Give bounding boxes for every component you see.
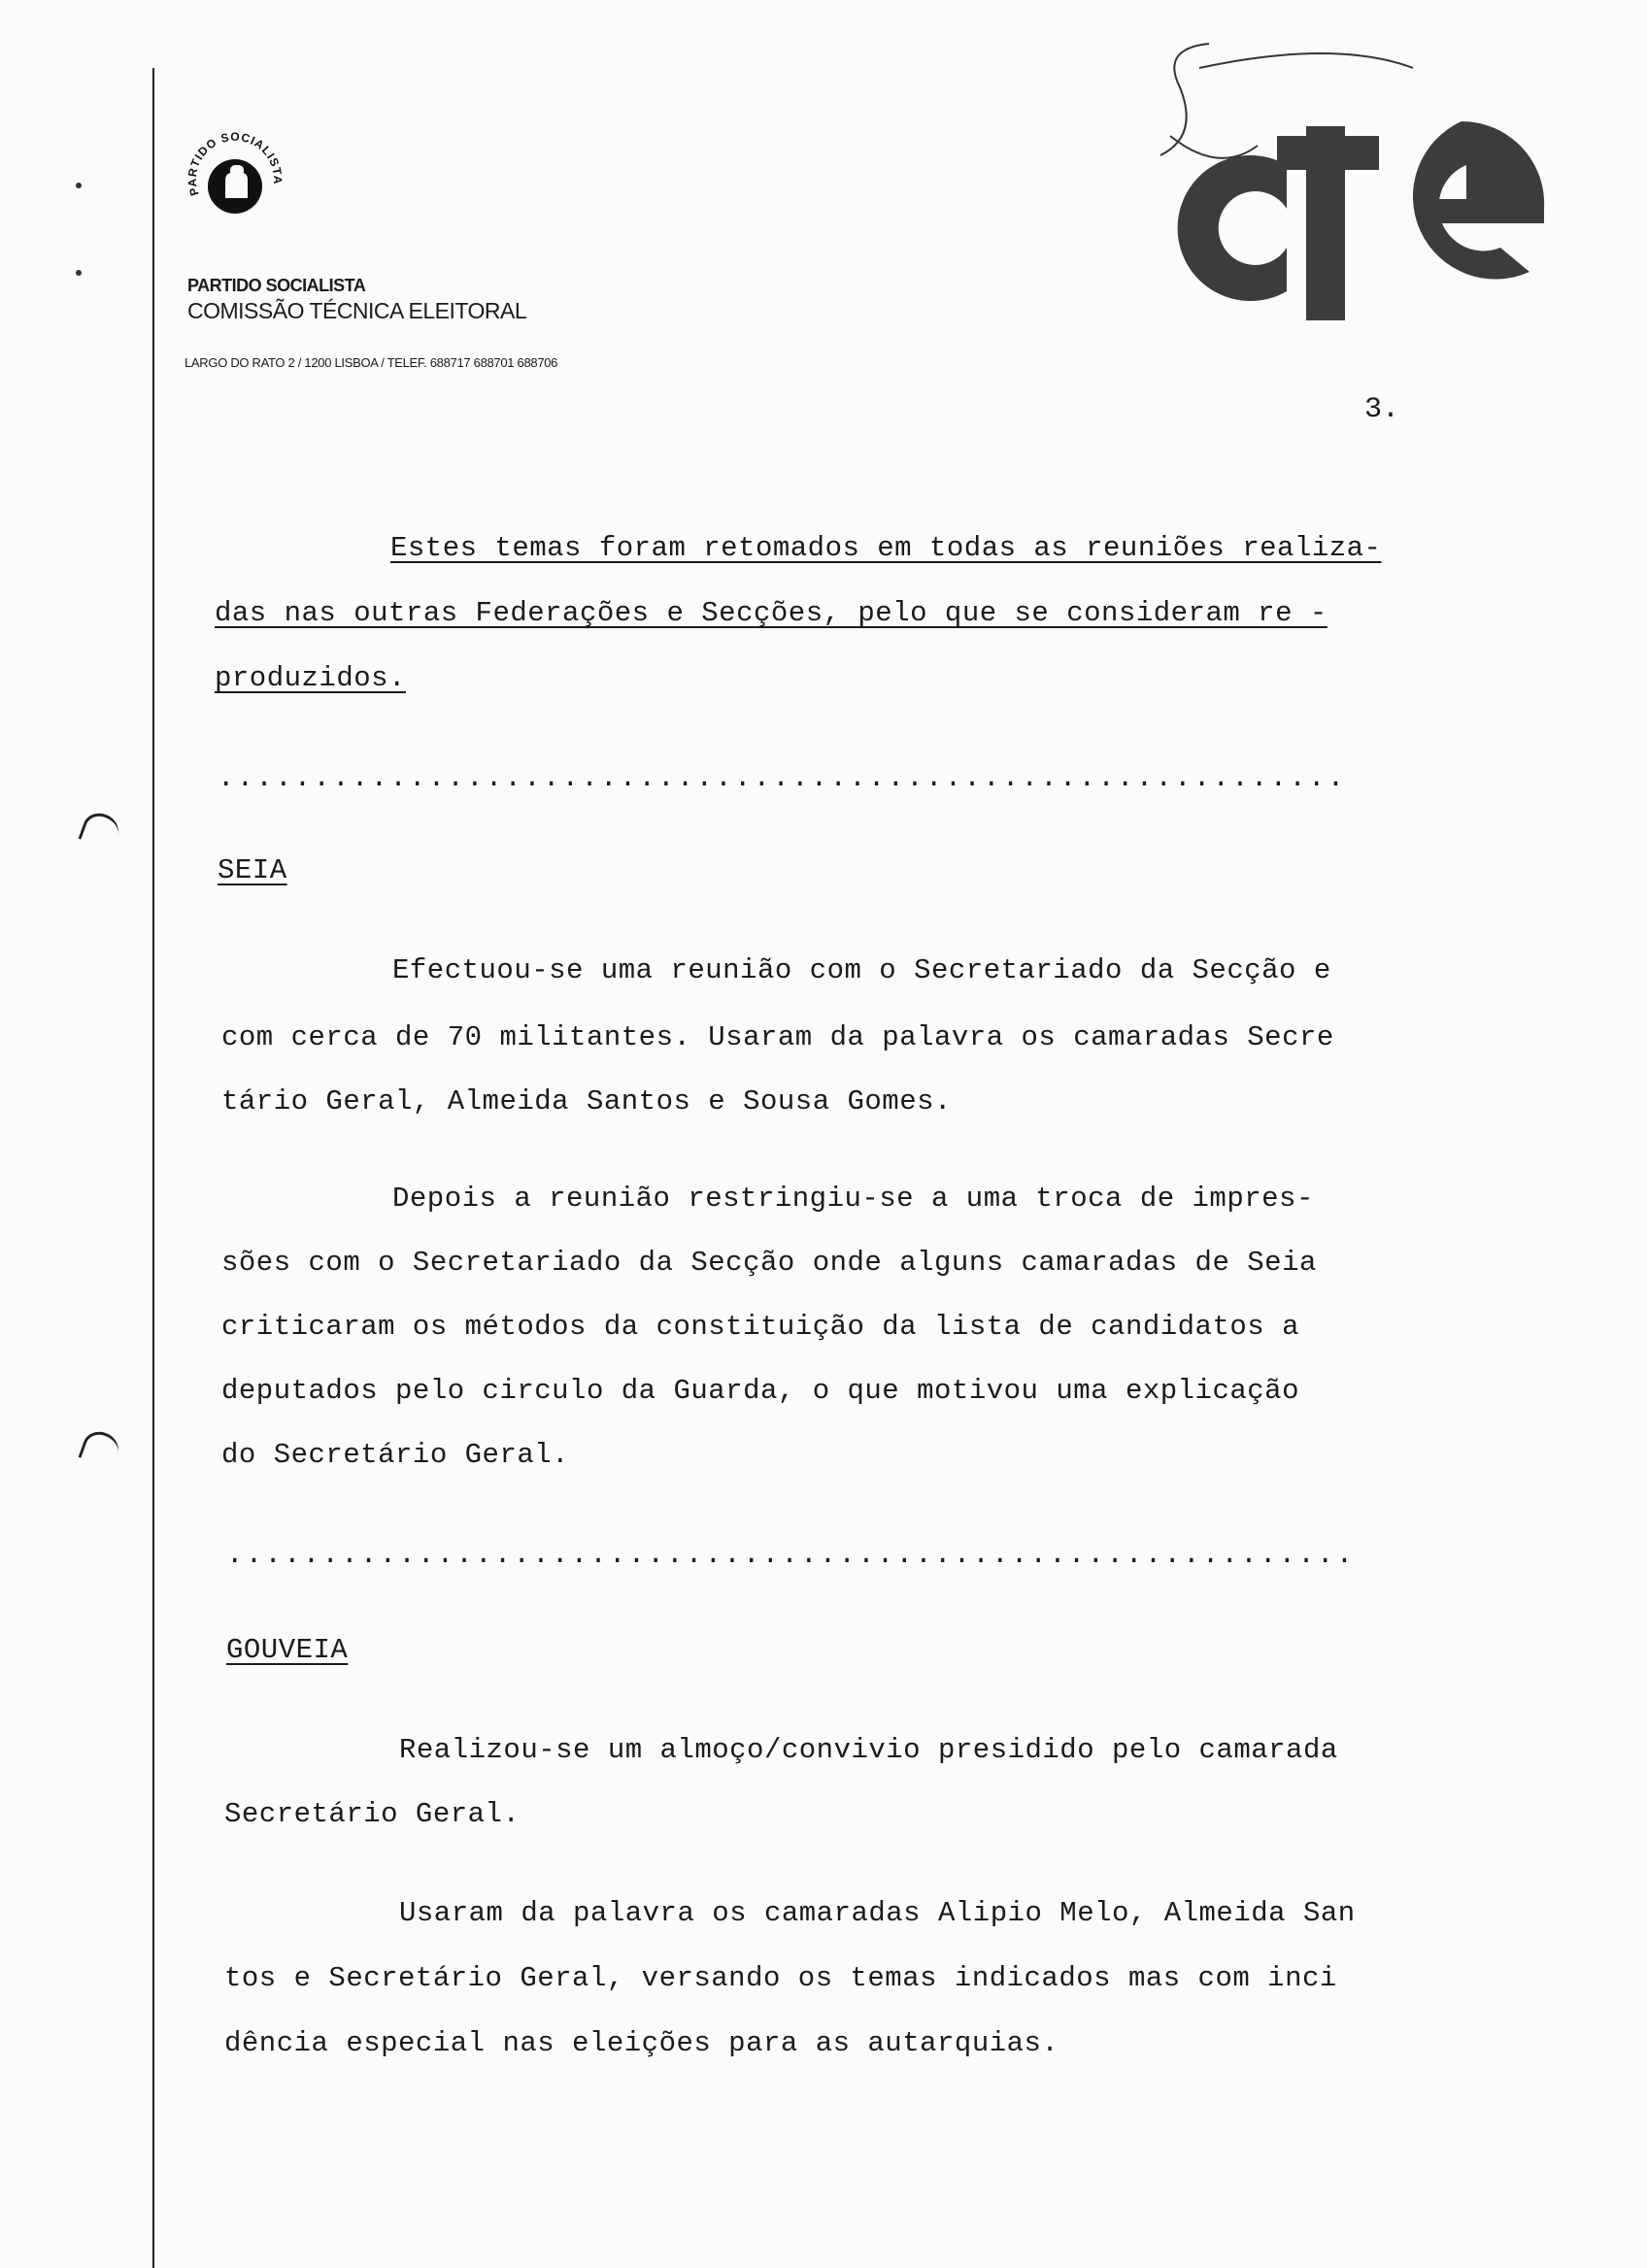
logo-lettering: PARTIDO SOCIALISTA [185, 129, 286, 198]
page-number: 3. [1364, 393, 1400, 426]
paragraph-line: do Secretário Geral. [221, 1439, 570, 1471]
org-subtitle: COMISSÃO TÉCNICA ELEITORAL [187, 298, 527, 323]
paragraph-line: dência especial nas eleições para as autarquias. [224, 2027, 1059, 2059]
cte-logo-text: cte [1394, 335, 1395, 336]
paragraph-line: deputados pelo circulo da Guarda, o que motivou uma explicação [221, 1375, 1299, 1407]
paragraph-line: Realizou-se um almoço/convivio presidido pelo camarada [399, 1734, 1338, 1766]
section-title-gouveia: GOUVEIA [226, 1634, 349, 1666]
intro-line-1: Estes temas foram retomados em todas as reuniões realiza- [390, 532, 1382, 564]
paragraph-line: Efectuou-se uma reunião com o Secretariado da Secção e [392, 954, 1331, 986]
party-logo [182, 126, 288, 233]
paragraph-line: com cerca de 70 militantes. Usaram da palavra os camaradas Secre [221, 1021, 1334, 1053]
paragraph-line: tos e Secretário Geral, versando os temas indicados mas com inci [224, 1962, 1337, 1994]
binder-mark [78, 1427, 122, 1470]
paragraph-line: Usaram da palavra os camaradas Alipio Melo, Almeida San [399, 1897, 1356, 1929]
paragraph-line: criticaram os métodos da constituição da lista de candidatos a [221, 1311, 1299, 1343]
binder-mark [78, 809, 122, 851]
paragraph-line: Depois a reunião restringiu-se a uma troca de impres- [392, 1183, 1314, 1215]
punch-mark [76, 270, 82, 276]
section-title-seia: SEIA [218, 854, 287, 886]
org-address: LARGO DO RATO 2 / 1200 LISBOA / TELEF. 688717 688701 688706 [185, 355, 558, 370]
paragraph-line: Secretário Geral. [224, 1798, 521, 1830]
org-name: PARTIDO SOCIALISTA [187, 276, 366, 295]
separator: ........................................................... [218, 762, 1347, 794]
paragraph-line: tário Geral, Almeida Santos e Sousa Gomes. [221, 1085, 952, 1117]
cte-logo [1141, 29, 1588, 340]
paragraph-line: sões com o Secretariado da Secção onde alguns camaradas de Seia [221, 1247, 1317, 1279]
intro-line-3: produzidos. [215, 662, 406, 694]
separator: ........................................................... [226, 1539, 1356, 1571]
intro-line-2: das nas outras Federações e Secções, pelo que se consideram re - [215, 597, 1328, 629]
punch-mark [76, 183, 82, 188]
margin-line [152, 68, 154, 2268]
